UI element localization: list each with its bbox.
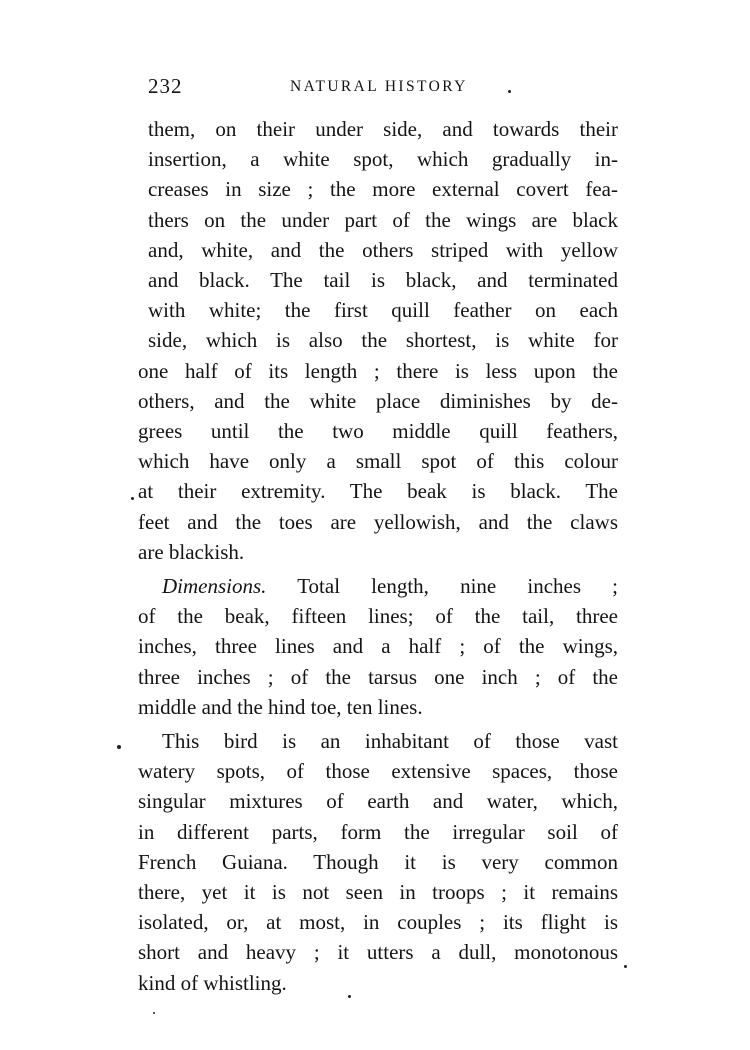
text-line: insertion, a white spot, which gradually in- [148,147,618,172]
text-line: feet and the toes are yellowish, and the claws [138,509,618,534]
ink-speck [348,995,351,998]
text-line: three inches ; of the tarsus one inch ; of the [138,664,618,689]
text-line: thers on the under part of the wings are black [148,207,618,232]
text-line: them, on their under side, and towards their [148,117,618,141]
text-line: of the beak, fifteen lines; of the tail, three [138,604,618,629]
text-line: This bird is an inhabitant of those vast [162,729,618,754]
paragraph-habitat [138,726,618,998]
paragraph-dimensions [138,571,618,722]
text-line: inches, three lines and a half ; of the wings, [138,634,618,659]
text-line: short and heavy ; it utters a dull, monotonous [138,940,618,965]
text-line: watery spots, of those extensive spaces, those [138,759,618,784]
text-line [138,571,618,601]
dimensions-label: Dimensions. [162,574,267,599]
text-line: creases in size ; the more external covert fea- [148,177,618,202]
ink-speck [153,1012,155,1014]
ink-speck [117,745,121,749]
text-line: which have only a small spot of this colour [138,449,618,474]
ink-speck [508,90,511,93]
text-line: in different parts, form the irregular soil of [138,819,618,844]
paragraph-plumage [138,114,618,567]
text-line: with white; the first quill feather on each [148,298,618,323]
text-line: one half of its length ; there is less upon the [138,358,618,383]
text-line: are blackish. [138,539,245,564]
dimensions-first-line: Total length, nine inches ; [297,574,618,599]
text-line: French Guiana. Though it is very common [138,849,618,874]
text-line: there, yet it is not seen in troops ; it remains [138,880,618,905]
text-line: side, which is also the shortest, is white for [148,328,618,353]
ink-speck [131,497,134,500]
ink-speck [624,965,627,968]
text-line: grees until the two middle quill feathers, [138,419,618,444]
text-line: isolated, or, at most, in couples ; its flight is [138,910,618,935]
body-text [138,114,618,998]
text-line: and, white, and the others striped with yellow [148,237,618,262]
text-line: at their extremity. The beak is black. The [138,479,618,504]
page-number: 232 [148,74,183,98]
text-line: and black. The tail is black, and terminated [148,268,618,293]
running-title: NATURAL HISTORY [290,78,468,95]
text-line: others, and the white place diminishes by de- [138,388,618,413]
text-line: middle and the hind toe, ten lines. [138,694,423,719]
text-line: singular mixtures of earth and water, which, [138,789,618,814]
text-line: kind of whistling. [138,970,287,995]
page-header [148,74,618,104]
